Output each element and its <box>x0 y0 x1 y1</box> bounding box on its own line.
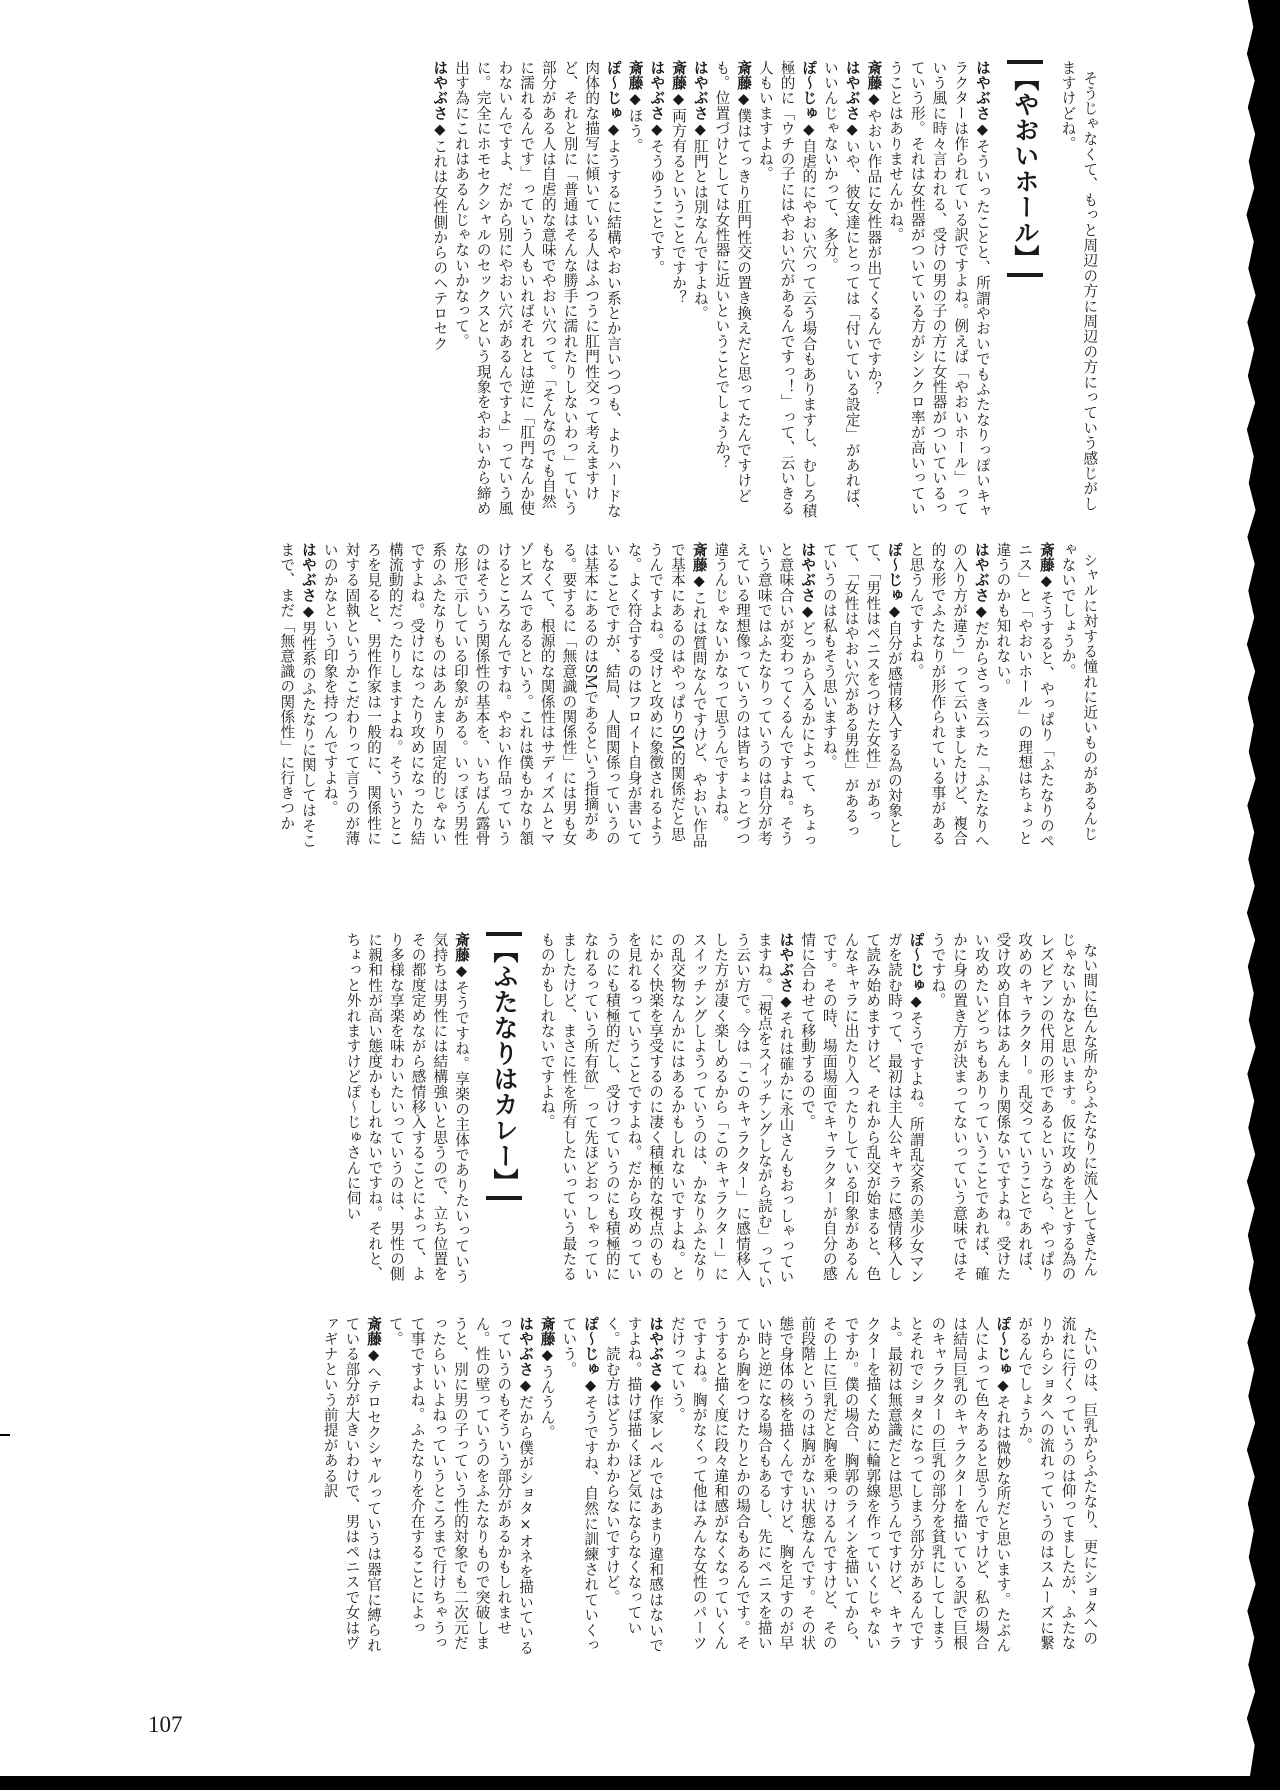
speaker-label: 斎藤◆ <box>690 542 708 590</box>
speaker-label: 斎藤◆ <box>865 60 883 108</box>
speaker-label: 斎藤◆ <box>670 60 688 108</box>
section-heading-yaoi-hole: 【やおいホール】 <box>1007 60 1043 277</box>
speaker-label: はやぶさ◆ <box>431 60 449 139</box>
speaker-label: ぽ〜じゅ◆ <box>907 932 925 1011</box>
paragraph: そうじゃなくて、もっと周辺の方に周辺の方にっていう感じがしますけどね。 <box>1059 60 1099 512</box>
paragraph: はやぶさ◆そういったことと、所謂やおいでもふたなりっぽいキャラクターは作られている訳ですよね。例えば「やおいホール」っていう風に時々言われる、受けの男の子の方に女性器がついているっていう形。それは女性器がついている方がシンクロ率が高いっていうことはありませんかね。 斎藤◆やおい作品に女性器が出てくるんですか？ はやぶさ◆いや、彼女達にとっては「付いている設定」があれば、いいんじゃないかって、多分。 ぽ〜じゅ◆自虐的にやおい穴って云う場合もありますし、むしろ積極的に「ウチの子にはやおい穴があるんですっ！」って、云いきる人もいますよね。 斎藤◆僕はてっきり肛門性交の置き換えだと思ってたんですけども。位置づけとしては女性器に近いということでしょうか？ はやぶさ◆肛門とは別なんですよね。 斎藤◆両方有るということですか？ はやぶさ◆そうゆうことです。 斎藤◆ほう。 ぽ〜じゅ◆ようするに結構やおい系とか言いつつも、よりハードな肉体的な描写に傾いている人はふつうに肛門性交って考えますけど、それと別に「普通はそんな勝手に濡れたりしないわっ」ていう部分がある人は自虐的な意味でやおい穴って。「そんなのでも自然に濡れるんです」っていう人もいればそれとは逆に「肛門なんか使わないんですよ、だから別にやおい穴があるんですよ」っていう風に。完全にホモセクシャルのセックスという現象をやおいから締め出す為にこれはあるんじゃないかなって。 はやぶさ◆これは女性側からのヘテロセク <box>431 60 991 519</box>
speaker-label: 斎藤◆ <box>626 60 644 108</box>
page-number: 107 <box>148 1712 183 1737</box>
speaker-label: はやぶさ◆ <box>647 1316 665 1395</box>
scan-bottom-border <box>0 1776 1280 1790</box>
speaker-label: 斎藤◆ <box>538 1316 556 1364</box>
speaker-label: はやぶさ◆ <box>972 542 990 621</box>
text-block-second <box>158 542 1122 852</box>
speaker-label: 斎藤◆ <box>453 932 471 980</box>
paragraph: たいのは、巨乳からふたなり、更にショタへの流れに行くっていうのは仰ってましたが、ふたなりからショタへの流れっていうのはスムーズに繋がるんでしょうか。 ぽ〜じゅ◆それは微妙な所だと思います。たぶん人によって色々あると思うんですけど、私の場合は結局巨乳のキャラクターを描いている訳で巨根のキャラクターの巨乳の部分を貧乳にしてしまうとそれでショタになってしまう部分があるんですよ。最初は無意識だとは思うんですけど、キャラクターを描くために輪郭線を作っていくじゃないですか。僕の場合、胸郭のラインを描いてから、その上に巨乳だと胸を乗っけるんですけど、その前段階というのは胸がない状態なんです。その状態で身体の核を描くんですけど、胸を足すのが早い時と逆になる場合もあるし、先にペニスを描いてから胸をつけたりとかの場合もあるんです。そうすると描く度に段々違和感がなくなっていくんですよね。胸がなくって他はみんな女性のパーツだけっていう。 はやぶさ◆作家レベルではあまり違和感はないですよね。描けば描くほど気にならなくなっていく。読む方はどうかわからないですけど。 ぽ〜じゅ◆そうですね、自然に訓練されていくっていう。 斎藤◆うんうん。 はやぶさ◆だから僕がショタ×オネを描いているっていうのもそういう部分があるかもしれません。性の壁っていうのをふたなりもので突破しまうと、別に男の子っていう性的対象でも二次元だったらいいよねっていうところまで行けちゃうって事ですよね。ふたなりを介在することによって。 斎藤◆ヘテロセクシャルっていうは器官に縛られている部分が大きいわけで、男はペニスで女はヴァギナという前提がある訳 <box>321 1316 1099 1656</box>
speaker-label: ぽ〜じゅ◆ <box>604 60 622 139</box>
speaker-label: 斎藤◆ <box>365 1316 383 1364</box>
text-block-third <box>158 932 1122 1290</box>
speaker-label: はやぶさ◆ <box>691 60 709 139</box>
speaker-label: はやぶさ◆ <box>648 60 666 139</box>
speaker-label: はやぶさ◆ <box>973 60 991 139</box>
paragraph: ない間に色んな所からふたなりに流入してきたんじゃないかなと思います。仮に攻めを主とする為のレズビアンの代用の形であるというなら、やっぱり攻めのキャラクター。乱交っていうことであれば、受け攻め自体はあんまり関係ないですよね。受けたい攻めたいどっちもありっていうことであれば、確かに身の置き方が決まってないっていう意味ではそうですね。 ぽ〜じゅ◆そうですよね。所謂乱交系の美少女マンガを読む時って、最初は主人公キャラに感情移入して読み始めますけど、それから乱交が始まると、色んなキャラに出たり入ったりしている印象があるんです。その時、場面場面でキャラクターが自分の感情に合わせて移動するので。 はやぶさ◆それは確かに永山さんもおっしゃっていますね。「視点をスイッチングしながら読む」っていう云い方で。今は「このキャラクター」に感情移入した方が凄く楽しめるから「このキャラクター」にスイッチングしようっていうのは、かなりふたなりの乱交物なんかにはあるかもしれないですよね。とにかく快楽を享受するのに凄く積極的な視点のものを見れるっていうことですよね。だから攻めっていうのにも積極的だし、受けっていうのにも積極的になれるっていう所有欲」って先ほどおっしゃっていましたけど、まさに性を所有したいっていう最たるものかもしれないですよね。 <box>538 932 1099 1290</box>
speaker-label: 斎藤◆ <box>735 60 753 108</box>
speaker-label: 斎藤◆ <box>1037 542 1055 590</box>
scan-mark <box>0 1434 10 1436</box>
scan-edge <box>1234 0 1280 1790</box>
speaker-label: ぽ〜じゅ◆ <box>582 1316 600 1395</box>
paragraph: 斎藤◆そうですね。享楽の主体でありたいっていう気持ちは男性には結構強いと思うので、立ち位置をその都度定めながら感情移入することによって、より多様な享楽を味わいたいっていうのは、男性の側に親和性が高い態度かもしれないですね。それと、ちょっと外れますけどぽ〜じゅさんに伺い <box>344 932 471 1284</box>
speaker-label: はやぶさ◆ <box>843 60 861 139</box>
speaker-label: はやぶさ◆ <box>799 542 817 621</box>
speaker-label: ぽ〜じゅ◆ <box>800 60 818 139</box>
speaker-label: ぽ〜じゅ◆ <box>994 1316 1012 1395</box>
section-heading-futanari-curry: 【ふたなりはカレー】 <box>486 932 522 1200</box>
paragraph: シャルに対する憧れに近いものがあるんじゃないでしょうか。 斎藤◆そうすると、やっぱり「ふたなりのペニス」と「やおいホール」の理想はちょっと違うのかも知れない。 はやぶさ◆だからさっき云った「ふたなりへの入り方が違う」って云いましたけど、複合的な形でふたなりが形作られている事があると思うんですよね。 ぽ〜じゅ◆自分が感情移入する為の対象として、「男性はペニスをつけた女性」があって、「女性はやおい穴がある男性」があるっていうのは私もそう思いますね。 はやぶさ◆どっから入るかによって、ちょっと意味合いが変わってくるんですよね。そういう意味ではふたなりっていうのは自分が考えている理想像っていうのは皆ちょっとづつ違うんじゃないかなって思うんですよね。 斎藤◆これは質問なんですけど、やおい作品で基本にあるのはやっぱりSM的関係だと思うんですよね。受けと攻めに象徴されるような。よく符合するのはフロイト自身が書いていることですが、結局、人間関係っていうのは基本にあるのはSMであるという指摘がある。要するに「無意識の関係性」には男も女もなくて、根源的な関係性はサディズムとマゾヒズムであるという。これは僕もかなり頷けるところなんですね。やおい作品っていうのはそういう関係性の基本を、いちばん露骨な形で示している印象がある。いっぽう男性系のふたなりものはあんまり固定的じゃないですよね。受けになったり攻めになったり結構流動的だったりしますよね。そういうところを見ると、男性作家は一般的に、関係性に対する固執というかこだわりって言うのが薄いのかなという印象を持つんですよね。 はやぶさ◆男性系のふたなりに関してはそこまで、まだ「無意識の関係性」に行きつか <box>278 542 1099 849</box>
speaker-label: はやぶさ◆ <box>299 542 317 621</box>
speaker-label: ぽ〜じゅ◆ <box>885 542 903 621</box>
speaker-label: はやぶさ◆ <box>517 1316 535 1395</box>
text-block-bottom <box>158 1316 1122 1656</box>
speaker-label: はやぶさ◆ <box>777 932 795 1011</box>
text-block-top <box>158 60 1122 522</box>
